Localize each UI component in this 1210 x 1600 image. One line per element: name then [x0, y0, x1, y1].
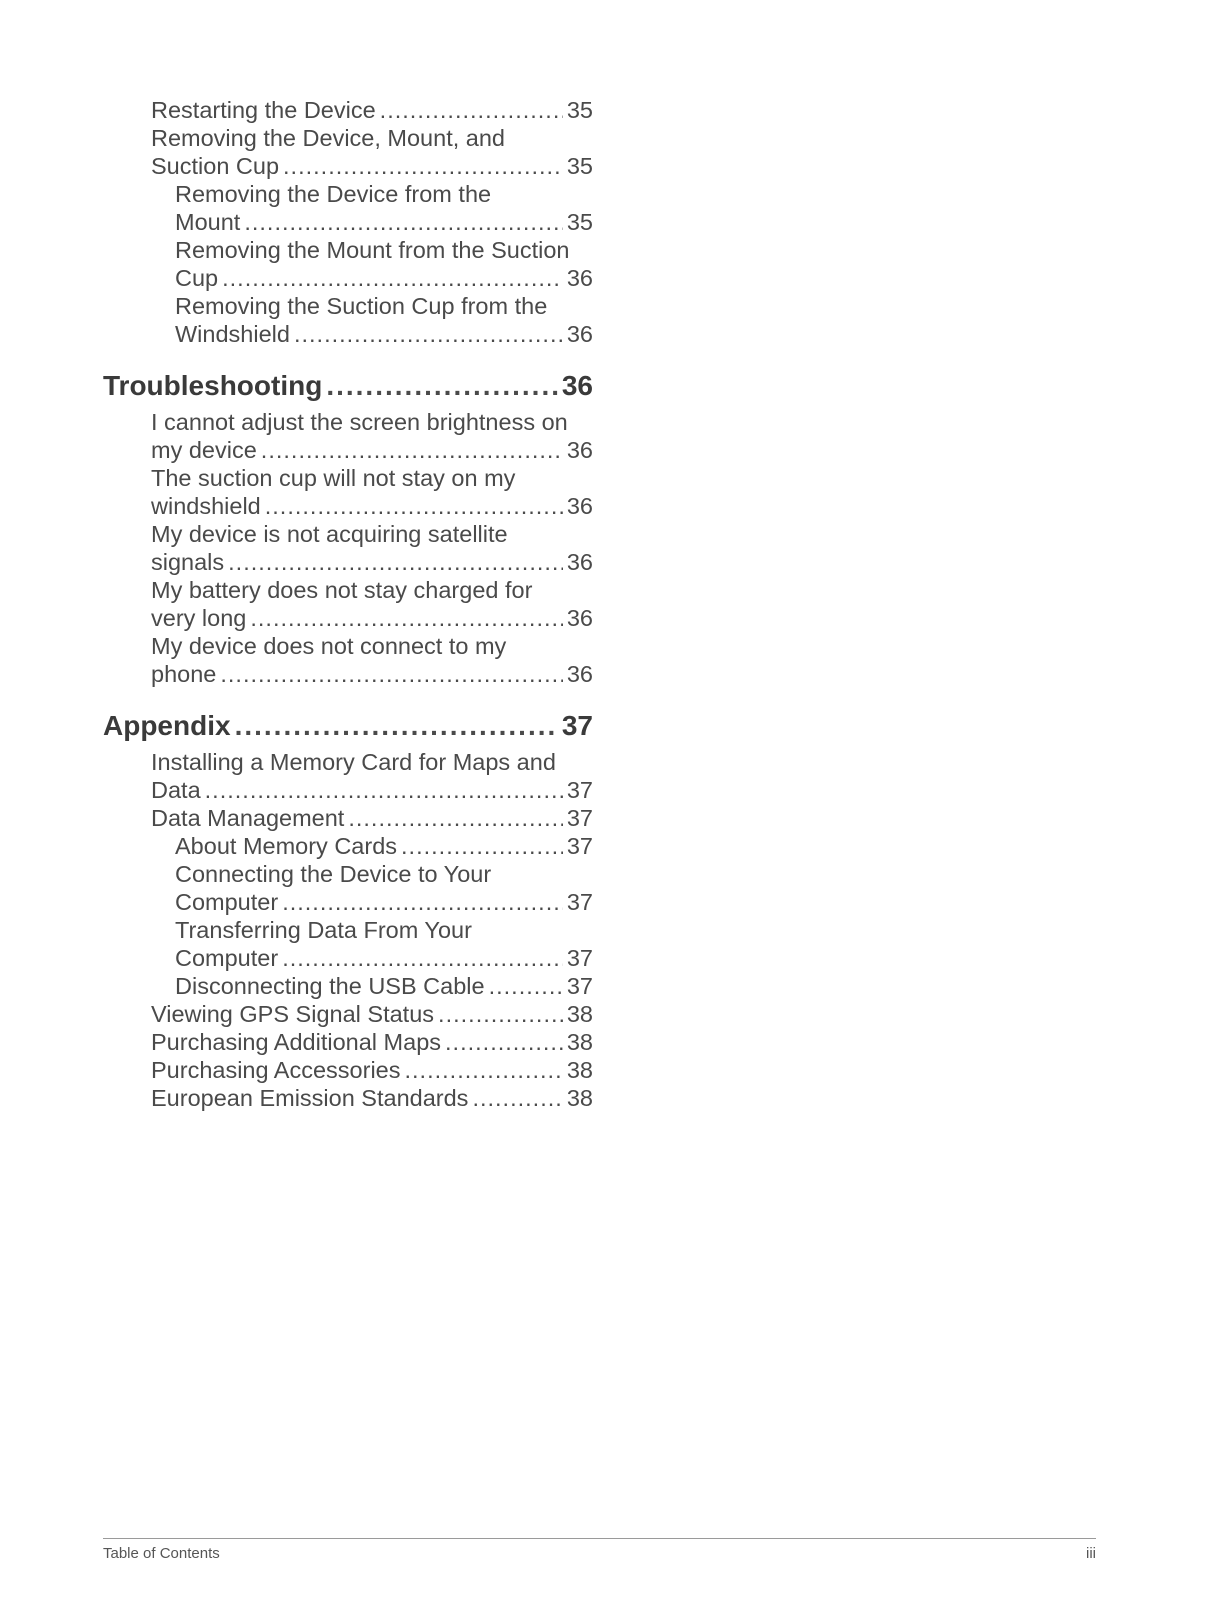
toc-entry-title-line: My device is not acquiring satellite: [151, 521, 508, 547]
dot-leader: [380, 96, 563, 124]
toc-page-number: 37: [566, 777, 593, 803]
toc-entry-title-line: Installing a Memory Card for Maps and: [151, 749, 556, 775]
toc-entry[interactable]: [151, 96, 593, 124]
dot-leader: [205, 776, 563, 804]
toc-entry-line: [151, 548, 593, 576]
toc-page-number: 37: [566, 805, 593, 831]
dot-leader: [489, 972, 563, 1000]
toc-page-number: 38: [566, 1029, 593, 1055]
page-footer: [103, 1538, 1096, 1562]
toc-page-number: 37: [561, 710, 593, 741]
dot-leader: [244, 208, 563, 236]
toc-page-number: 36: [566, 437, 593, 463]
dot-leader: [265, 492, 563, 520]
toc-entry-line: [151, 1000, 593, 1028]
dot-leader: [220, 660, 563, 688]
toc-entry-title-line: Removing the Device, Mount, and: [151, 125, 505, 151]
toc-entry-line: [151, 804, 593, 832]
toc-entry-title-line: European Emission Standards: [151, 1085, 469, 1111]
toc-entry-line: [175, 264, 593, 292]
toc-entry[interactable]: [151, 520, 593, 576]
toc-entry[interactable]: [151, 1056, 593, 1084]
dot-leader: [348, 804, 563, 832]
toc-page-number: 37: [566, 973, 593, 999]
toc-page-number: 36: [566, 549, 593, 575]
toc-entry-title-line: Connecting the Device to Your: [175, 861, 492, 887]
toc-entry-title-line: Suction Cup: [151, 153, 280, 179]
toc-entry[interactable]: [151, 632, 593, 688]
toc-entry[interactable]: [151, 748, 593, 804]
toc-entry[interactable]: [151, 1084, 593, 1112]
toc-section-heading[interactable]: [103, 710, 593, 742]
toc-entry-title-line: very long: [151, 605, 247, 631]
footer-section-title: Table of Contents: [103, 1545, 220, 1562]
dot-leader: [228, 548, 563, 576]
toc-entry-line: [175, 972, 593, 1000]
toc-entry-title-line: I cannot adjust the screen brightness on: [151, 409, 568, 435]
toc-page-number: 36: [566, 661, 593, 687]
toc-page-number: 35: [566, 153, 593, 179]
dot-leader: [472, 1084, 562, 1112]
toc-entry-line: [175, 944, 593, 972]
toc-page-number: 35: [566, 209, 593, 235]
dot-leader: [261, 436, 563, 464]
toc-entry-title-line: Purchasing Accessories: [151, 1057, 401, 1083]
dot-leader: [250, 604, 563, 632]
dot-leader: [235, 710, 558, 742]
toc-entry-title-line: Appendix: [103, 710, 231, 741]
toc-entry-title-line: Purchasing Additional Maps: [151, 1029, 442, 1055]
toc-entry-line: [151, 1084, 593, 1112]
toc-entry-title-line: Viewing GPS Signal Status: [151, 1001, 435, 1027]
toc-entry-line: [175, 320, 593, 348]
toc-page-number: 37: [566, 945, 593, 971]
table-of-contents: [103, 96, 593, 1112]
toc-entry-line: [151, 604, 593, 632]
toc-entry[interactable]: [175, 832, 593, 860]
toc-entry-line: [151, 1028, 593, 1056]
toc-entry-line: [151, 1056, 593, 1084]
toc-section-heading[interactable]: [103, 370, 593, 402]
toc-entry[interactable]: [175, 972, 593, 1000]
toc-entry-line: [175, 888, 593, 916]
toc-entry[interactable]: [151, 576, 593, 632]
toc-entry-line: [151, 436, 593, 464]
toc-entry-title-line: Data Management: [151, 805, 345, 831]
toc-entry-title-line: Removing the Device from the: [175, 181, 492, 207]
toc-entry-line: [175, 208, 593, 236]
dot-leader: [282, 888, 563, 916]
toc-entry-line: [151, 776, 593, 804]
dot-leader: [326, 370, 558, 402]
toc-entry-line: [151, 96, 593, 124]
dot-leader: [294, 320, 563, 348]
toc-entry-title-line: phone: [151, 661, 217, 687]
toc-page-number: 38: [566, 1001, 593, 1027]
toc-entry-title-line: About Memory Cards: [175, 833, 398, 859]
toc-page-number: 36: [566, 321, 593, 347]
toc-entry-title-line: Computer: [175, 889, 279, 915]
toc-entry[interactable]: [151, 408, 593, 464]
toc-page-number: 36: [566, 605, 593, 631]
toc-entry-title-line: windshield: [151, 493, 261, 519]
toc-entry-title-line: Cup: [175, 265, 219, 291]
dot-leader: [401, 832, 563, 860]
toc-entry-title-line: Removing the Mount from the Suction: [175, 237, 570, 263]
toc-entry-title-line: My device does not connect to my: [151, 633, 507, 659]
toc-page-number: 36: [561, 370, 593, 401]
toc-entry-title-line: Disconnecting the USB Cable: [175, 973, 485, 999]
footer-page-number: iii: [1086, 1545, 1096, 1562]
toc-entry-title-line: Data: [151, 777, 201, 803]
dot-leader: [445, 1028, 563, 1056]
toc-page-number: 37: [566, 889, 593, 915]
toc-page-number: 36: [566, 265, 593, 291]
toc-page-number: 35: [566, 97, 593, 123]
toc-entry[interactable]: [151, 124, 593, 180]
toc-entry[interactable]: [151, 1028, 593, 1056]
toc-entry-title-line: Mount: [175, 209, 241, 235]
dot-leader: [282, 944, 563, 972]
toc-page-number: 38: [566, 1085, 593, 1111]
toc-entry-title-line: Computer: [175, 945, 279, 971]
dot-leader: [438, 1000, 563, 1028]
toc-entry[interactable]: [175, 916, 593, 972]
dot-leader: [404, 1056, 562, 1084]
toc-entry-line: [151, 492, 593, 520]
toc-entry[interactable]: [175, 180, 593, 236]
toc-entry[interactable]: [175, 236, 593, 292]
toc-entry-line: [103, 370, 593, 402]
toc-entry-line: [151, 152, 593, 180]
toc-page-number: 37: [566, 833, 593, 859]
toc-entry-title-line: signals: [151, 549, 225, 575]
toc-entry-line: [103, 710, 593, 742]
toc-entry-line: [151, 660, 593, 688]
dot-leader: [222, 264, 563, 292]
toc-page-number: 36: [566, 493, 593, 519]
toc-entry-line: [175, 832, 593, 860]
toc-entry-title-line: Transferring Data From Your: [175, 917, 472, 943]
toc-entry-title-line: My battery does not stay charged for: [151, 577, 533, 603]
toc-entry[interactable]: [175, 860, 593, 916]
toc-entry-title-line: Restarting the Device: [151, 97, 376, 123]
toc-entry[interactable]: [151, 804, 593, 832]
dot-leader: [283, 152, 563, 180]
toc-entry-title-line: Windshield: [175, 321, 290, 347]
toc-entry[interactable]: [151, 464, 593, 520]
toc-entry[interactable]: [175, 292, 593, 348]
toc-page-number: 38: [566, 1057, 593, 1083]
toc-entry-title-line: my device: [151, 437, 257, 463]
toc-entry-title-line: Troubleshooting: [103, 370, 323, 401]
toc-entry-title-line: Removing the Suction Cup from the: [175, 293, 548, 319]
toc-entry-title-line: The suction cup will not stay on my: [151, 465, 516, 491]
toc-entry[interactable]: [151, 1000, 593, 1028]
